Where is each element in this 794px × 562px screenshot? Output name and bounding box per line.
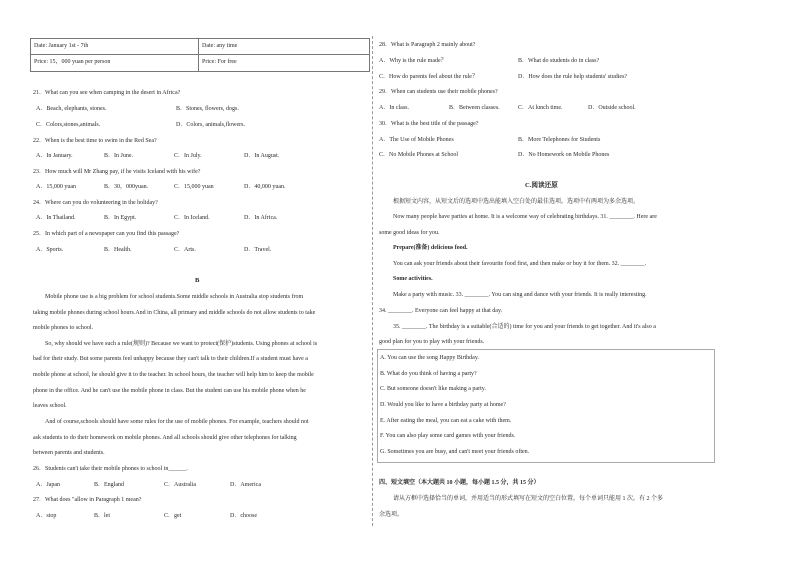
passage-line: So, why should we have such a rule(规则)? Because we want to protect(保护)students. Using phones at school is — [45, 341, 318, 347]
answer-option[interactable]: G. Sometimes you are busy, and can't meet your friends often. — [380, 449, 530, 455]
passage-line: leaves school. — [33, 403, 67, 409]
passage-subheading: Some activities. — [393, 276, 433, 282]
answer-option[interactable]: A．Beach, elephants, stones. — [36, 106, 107, 112]
passage-line: Mobile phone use is a big problem for school students.Some middle schools in Australia stop students from — [45, 294, 304, 300]
answer-option[interactable]: D．choose — [230, 513, 257, 519]
question-text: 25．In which part of a newspaper can you find this passage? — [33, 231, 180, 237]
section-instruction: 请从方框中选择恰当的单词，并用适当的形式填写在短文的空白位置。每个单词只能用 1 次。有 2 个多 — [393, 496, 664, 502]
answer-option[interactable]: D. Would you like to have a birthday party at home? — [380, 402, 506, 408]
answer-option[interactable]: B. What do you think of having a party? — [380, 371, 477, 377]
answer-option[interactable]: B．30，000yuan. — [104, 184, 149, 190]
section-heading: 四、短文填空（本大题共 10 小题，每小题 1.5 分，共 15 分） — [379, 480, 540, 486]
passage-line: phone in the office. And he can't use the mobile phone in class. But the student can use his mobile phone when he — [33, 388, 306, 394]
answer-option[interactable]: E. After eating the meal, you can eat a cake with them. — [380, 418, 512, 424]
answer-option[interactable]: A．Why is the rule made？ — [379, 58, 447, 64]
passage-line: good plan for you to play with your friends. — [379, 339, 485, 345]
question-text: 24．Where can you do volunteering in the holiday? — [33, 200, 158, 206]
answer-option[interactable]: C．No Mobile Phones at School — [379, 152, 458, 158]
passage-line: 35. ________. The birthday is a suitable(合适的) time for you and your friends to get together. And it's also a — [393, 324, 656, 330]
answer-option[interactable]: B．In June. — [104, 153, 133, 159]
answer-option[interactable]: C．15,000 yuan — [174, 184, 214, 190]
answer-option[interactable]: C．Colors,stones,animals. — [36, 122, 101, 128]
question-text: 30．What is the best title of the passage? — [379, 121, 479, 127]
info-table-cell: Price: 15，000 yuan per person — [34, 59, 111, 65]
section-heading: B — [195, 277, 200, 284]
info-table-cell: Price: For free — [202, 59, 237, 65]
passage-line: between parents and students. — [33, 450, 105, 456]
answer-option[interactable]: D．In Africa. — [244, 215, 278, 221]
passage-line: mobile phone at school, he should give it to the teacher. In school hours, the teacher will help him to keep the mobile — [33, 372, 314, 378]
passage-line: taking mobile phones during school hours.And in China, all primary and middle schools do not allow students to take — [33, 310, 316, 316]
answer-option[interactable]: B．Health. — [104, 247, 132, 253]
passage-line: Now many people have parties at home. It is a welcome way of celebrating birthdays. 31. ________. Here are — [393, 214, 657, 220]
answer-option[interactable]: A．stop — [36, 513, 57, 519]
answer-option[interactable]: D．How does the rule help students' studies? — [518, 74, 628, 80]
question-text: 29．When can students use their mobile phones? — [379, 89, 498, 95]
answer-option[interactable]: F. You can also play some card games with your friends. — [380, 433, 516, 439]
passage-line: Make a party with music. 33. ________. You can sing and dance with your friends. It is really interesting. — [393, 292, 647, 298]
column-divider — [372, 36, 373, 526]
answer-option[interactable]: C．In Iceland. — [174, 215, 210, 221]
info-table-row-divider — [30, 54, 370, 55]
answer-option[interactable]: A．In Thailand. — [36, 215, 76, 221]
answer-option[interactable]: B．In Egypt. — [104, 215, 137, 221]
answer-option[interactable]: B．Between classes. — [449, 105, 500, 111]
answer-option[interactable]: A．In class. — [379, 105, 409, 111]
answer-option[interactable]: B．Stones, flowers, dogs. — [176, 106, 239, 112]
answer-option[interactable]: D．America — [230, 482, 261, 488]
answer-option[interactable]: C．In July. — [174, 153, 202, 159]
answer-option[interactable]: D．40,000 yuan. — [244, 184, 286, 190]
question-text: 27．What does "allow in Paragraph 1 mean? — [33, 497, 142, 503]
answer-option[interactable]: B．More Telephones for Students — [518, 137, 601, 143]
answer-option[interactable]: B．England — [94, 482, 124, 488]
question-text: 26．Students can't take their mobile phones to school in______. — [33, 466, 188, 472]
answer-option[interactable]: D．In August. — [244, 153, 280, 159]
answer-option[interactable]: A．The Use of Mobile Phones — [379, 137, 454, 143]
answer-option[interactable]: A．In January. — [36, 153, 73, 159]
section-instruction: 根据短文内容，从短文后的选项中选出能填入空白处的最佳选项。选项中有两项为多余选项。 — [393, 199, 640, 205]
info-table-cell: Date: January 1st - 7th — [34, 43, 89, 49]
answer-option[interactable]: B．What do students do in class? — [518, 58, 600, 64]
passage-line: mobile phones to school. — [33, 325, 93, 331]
passage-line: 34. ________. Everyone can feel happy at that day. — [379, 308, 503, 314]
passage-line: And of course,schools should have some rules for the use of mobile phones. For example, teachers should not — [45, 419, 309, 425]
answer-option[interactable]: D．Outside school. — [588, 105, 636, 111]
answer-option[interactable]: C．Arts. — [174, 247, 196, 253]
answer-option[interactable]: C. But someone doesn't like making a party. — [380, 386, 486, 392]
question-text: 21．What can you see when camping in the desert in Africa? — [33, 90, 181, 96]
question-text: 22．When is the best time to swim in the Red Sea? — [33, 138, 157, 144]
info-table-cell: Date: any time — [202, 43, 238, 49]
answer-option[interactable]: C．get — [164, 513, 182, 519]
answer-option[interactable]: B．let — [94, 513, 110, 519]
answer-option[interactable]: A. You can use the song Happy Birthday. — [380, 355, 479, 361]
passage-line: some good ideas for you. — [379, 230, 440, 236]
answer-option[interactable]: C．Australia — [164, 482, 196, 488]
passage-line: bad for their study. But some parents feel unhappy because they can't talk to their children.If a student must have a — [33, 356, 308, 362]
question-text: 23．How much will Mr Zhang pay, if he visits Iceland with his wife? — [33, 169, 201, 175]
answer-option[interactable]: A．15,000 yuan — [36, 184, 76, 190]
question-text: 28．What is Paragraph 2 mainly about? — [379, 42, 476, 48]
info-table-col-divider — [198, 38, 199, 71]
answer-option[interactable]: D．Travel. — [244, 247, 272, 253]
passage-subheading: Prepare(准备) delicious food. — [393, 245, 468, 251]
answer-option[interactable]: A．Japan — [36, 482, 60, 488]
passage-line: ask students to do their homework on mobile phones. And all schools should give other telephones for talking — [33, 435, 297, 441]
answer-option[interactable]: C．At lunch time. — [518, 105, 563, 111]
passage-line: You can ask your friends about their favourite food first, and then make or buy it for them. 32. ________. — [393, 261, 647, 267]
answer-option[interactable]: D．No Homework on Mobile Phones — [518, 152, 610, 158]
section-instruction: 余选项。 — [379, 512, 404, 518]
answer-option[interactable]: D．Colors, animals,flowers. — [176, 122, 245, 128]
section-heading: C.阅读还原 — [525, 182, 558, 189]
answer-option[interactable]: A．Sports. — [36, 247, 64, 253]
answer-option[interactable]: C．How do parents feel about the rule？ — [379, 74, 478, 80]
